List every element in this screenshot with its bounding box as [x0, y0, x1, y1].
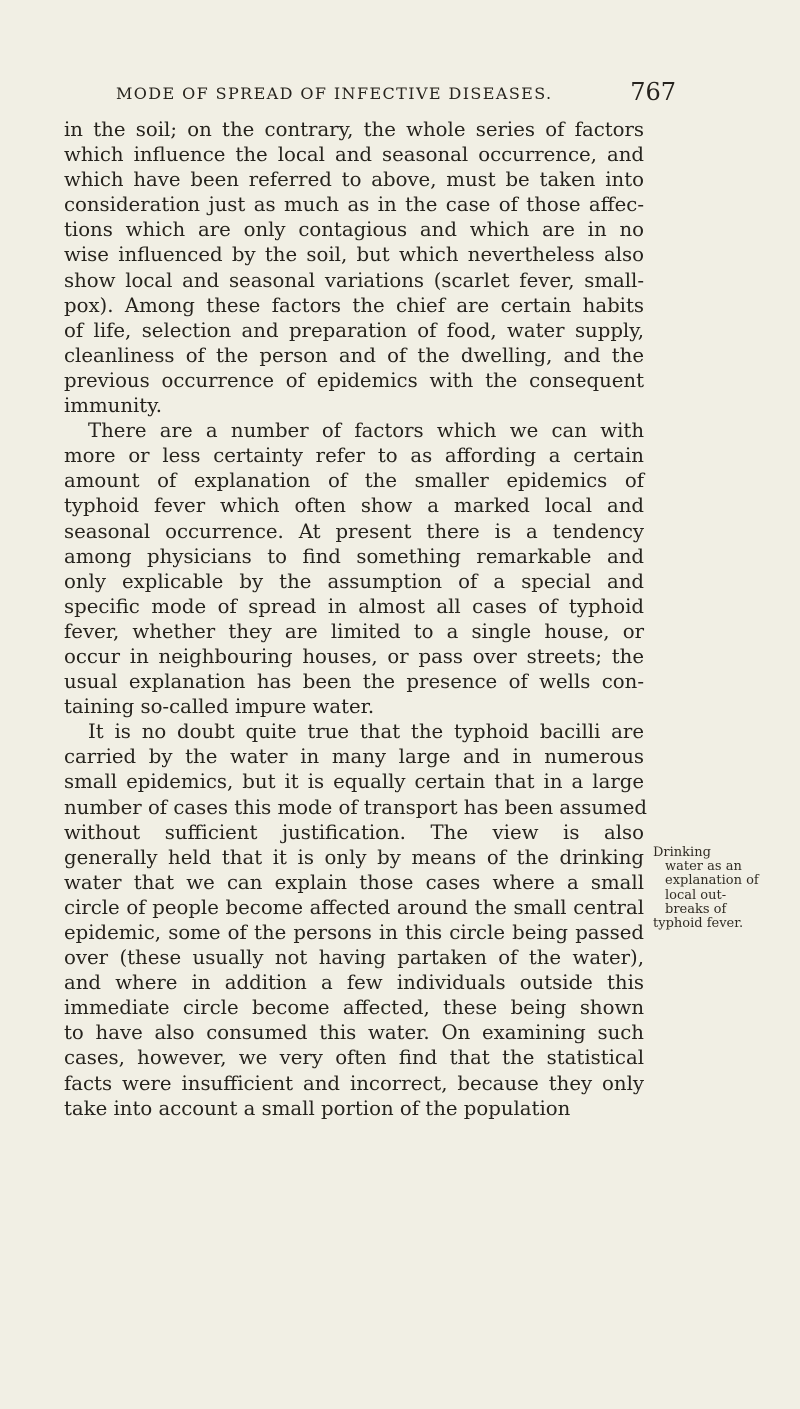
text-line: show local and seasonal variations (scarlet fever, small- [64, 268, 644, 292]
running-head [116, 78, 676, 114]
text-line: tions which are only contagious and which are in no [64, 218, 644, 242]
text-line: immunity. [64, 394, 162, 418]
text-line: to have also consumed this water. On examining such [64, 1021, 644, 1045]
text-line: in the soil; on the contrary, the whole series of factors [64, 118, 644, 141]
text-line: facts were insufficient and incorrect, because they only [64, 1071, 644, 1095]
text-line: previous occurrence of epidemics with the consequent [64, 368, 644, 392]
marginal-note-line: explanation of [665, 873, 759, 889]
text-line: among physicians to find something remarkable and [64, 544, 644, 568]
running-title: MODE OF SPREAD OF INFECTIVE DISEASES. [116, 84, 553, 103]
text-line: and where in addition a few individuals outside this [64, 971, 644, 995]
text-line: cases, however, we very often find that the statistical [64, 1046, 644, 1070]
text-line: epidemic, some of the persons in this circle being passed [64, 921, 644, 944]
marginal-note-line: Drinking [653, 845, 711, 860]
text-line: typhoid fever which often show a marked local and [64, 494, 644, 518]
text-line: which influence the local and seasonal occurrence, and [64, 143, 644, 167]
text-line: number of cases this mode of transport has been assumed [64, 795, 647, 819]
text-line: water that we can explain those cases where a small [64, 870, 644, 894]
text-line: fever, whether they are limited to a single house, or [64, 619, 644, 643]
text-line: only explicable by the assumption of a special and [64, 569, 644, 593]
paragraph-start-line: It is no doubt quite true that the typhoid bacilli are [88, 720, 644, 744]
body-text [64, 117, 647, 1121]
text-line: without sufficient justification. The view is also [64, 820, 644, 844]
text-line: usual explanation has been the presence of wells con- [64, 670, 644, 694]
text-line: small epidemics, but it is equally certain that in a large [64, 770, 644, 794]
text-line: wise influenced by the soil, but which nevertheless also [64, 243, 644, 267]
text-line: amount of explanation of the smaller epidemics of [64, 469, 644, 493]
text-line: take into account a small portion of the population [64, 1096, 571, 1120]
marginal-note-line: breaks of [665, 901, 727, 917]
text-line: occur in neighbouring houses, or pass over streets; the [64, 644, 644, 668]
text-line: taining so-called impure water. [64, 695, 375, 719]
text-line: cleanliness of the person and of the dwelling, and the [64, 343, 644, 367]
text-line: circle of people become affected around the small central [64, 895, 644, 919]
text-line: of life, selection and preparation of food, water supply, [64, 318, 644, 342]
marginal-note-line: water as an [665, 859, 742, 875]
text-line: specific mode of spread in almost all cases of typhoid [64, 594, 644, 618]
text-line: over (these usually not having partaken of the water), [64, 946, 644, 970]
marginal-note [653, 846, 800, 931]
text-line: generally held that it is only by means of the drinking [64, 845, 644, 869]
text-line: pox). Among these factors the chief are certain habits [64, 293, 644, 317]
text-line: immediate circle become affected, these being shown [64, 996, 644, 1020]
paragraph-start-line: There are a number of factors which we can with [88, 419, 644, 443]
text-line: seasonal occurrence. At present there is a tendency [64, 519, 644, 543]
text-line: consideration just as much as in the case of those affec- [64, 193, 644, 217]
text-line: which have been referred to above, must be taken into [64, 168, 644, 192]
page-number: 767 [630, 78, 676, 106]
text-line: carried by the water in many large and in numerous [64, 745, 644, 769]
marginal-note-line: typhoid fever. [653, 916, 744, 932]
marginal-note-line: local out- [665, 887, 727, 903]
text-line: more or less certainty refer to as affording a certain [64, 444, 644, 468]
